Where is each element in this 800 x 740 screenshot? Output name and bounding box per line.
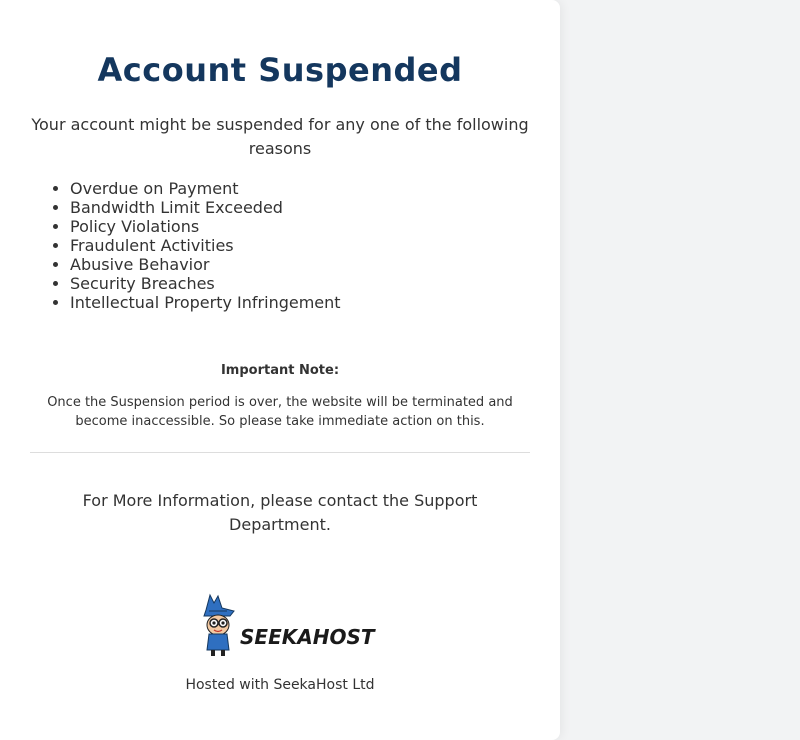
list-item: • Bandwidth Limit Exceeded xyxy=(70,198,530,217)
seekahost-logo-graphic xyxy=(200,592,375,662)
important-note-heading: Important Note: xyxy=(220,363,340,378)
wizard-mascot-icon xyxy=(204,595,234,656)
list-item: • Intellectual Property Infringement xyxy=(70,293,530,312)
intro-text: Your account might be suspended for any one of the following reasons xyxy=(31,115,529,158)
list-item: • Fraudulent Activities xyxy=(70,236,530,255)
logo-wordmark: SEEKAHOST xyxy=(240,625,375,649)
reasons-list xyxy=(30,179,530,312)
hosted-with-text: Hosted with SeekaHost Ltd xyxy=(185,677,375,693)
list-item: • Security Breaches xyxy=(70,274,530,293)
list-item: • Abusive Behavior xyxy=(70,255,530,274)
page-title: Account Suspended xyxy=(97,51,463,89)
list-item: • Overdue on Payment xyxy=(70,179,530,198)
seekahost-logo xyxy=(0,592,560,662)
list-item: • Policy Violations xyxy=(70,217,530,236)
divider xyxy=(30,452,530,453)
contact-support-text: For More Information, please contact the Support Department. xyxy=(82,491,478,534)
important-note-text: Once the Suspension period is over, the website will be terminated and become inaccessible. So please take immediate action on this. xyxy=(47,395,513,429)
